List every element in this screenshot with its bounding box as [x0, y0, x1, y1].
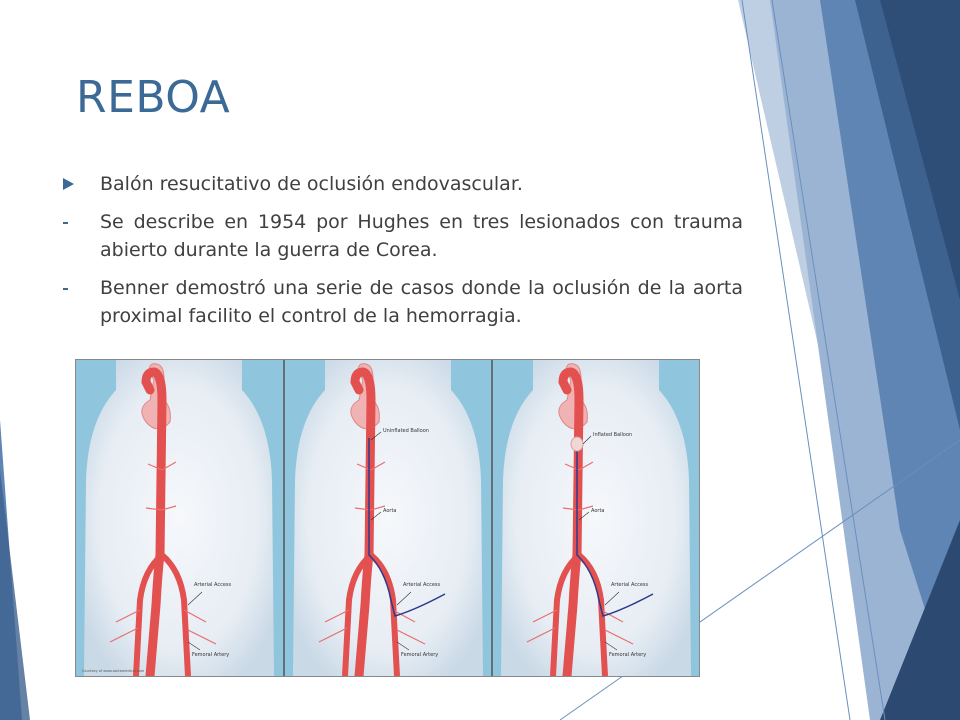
- panel-3: [493, 360, 699, 676]
- label-femoral-artery: Femoral Artery: [192, 652, 230, 658]
- bullet-item: [60, 274, 743, 330]
- bullet-list: [60, 170, 743, 340]
- panel-1: [76, 360, 284, 676]
- dash-bullet-icon: [60, 208, 80, 236]
- triangle-bullet-icon: [60, 170, 80, 198]
- bullet-text: Se describe en 1954 por Hughes en tres lesionados con trauma abierto durante la guerra de Corea.: [100, 211, 743, 261]
- label-femoral-artery: Femoral Artery: [401, 652, 439, 658]
- reboa-illustration: [75, 359, 700, 677]
- bullet-item: [60, 208, 743, 264]
- panel-2: [285, 360, 492, 676]
- slide-title: REBOA: [76, 72, 231, 123]
- label-uninflated-balloon: Uninflated Balloon: [383, 428, 429, 434]
- bullet-text: Balón resucitativo de oclusión endovascular.: [100, 173, 523, 195]
- image-credit: Courtesy of www.aortamedical.com: [82, 669, 145, 673]
- label-aorta: Aorta: [383, 508, 397, 514]
- label-femoral-artery: Femoral Artery: [609, 652, 647, 658]
- label-aorta: Aorta: [591, 508, 605, 514]
- bullet-text: Benner demostró una serie de casos donde la oclusión de la aorta proximal facilito el control de la hemorragia.: [100, 277, 743, 327]
- label-arterial-access: Arterial Access: [611, 582, 649, 588]
- dash-bullet-icon: [60, 274, 80, 302]
- bullet-item: [60, 170, 743, 198]
- label-inflated-balloon: Inflated Balloon: [593, 432, 633, 438]
- label-arterial-access: Arterial Access: [403, 582, 441, 588]
- label-arterial-access: Arterial Access: [194, 582, 232, 588]
